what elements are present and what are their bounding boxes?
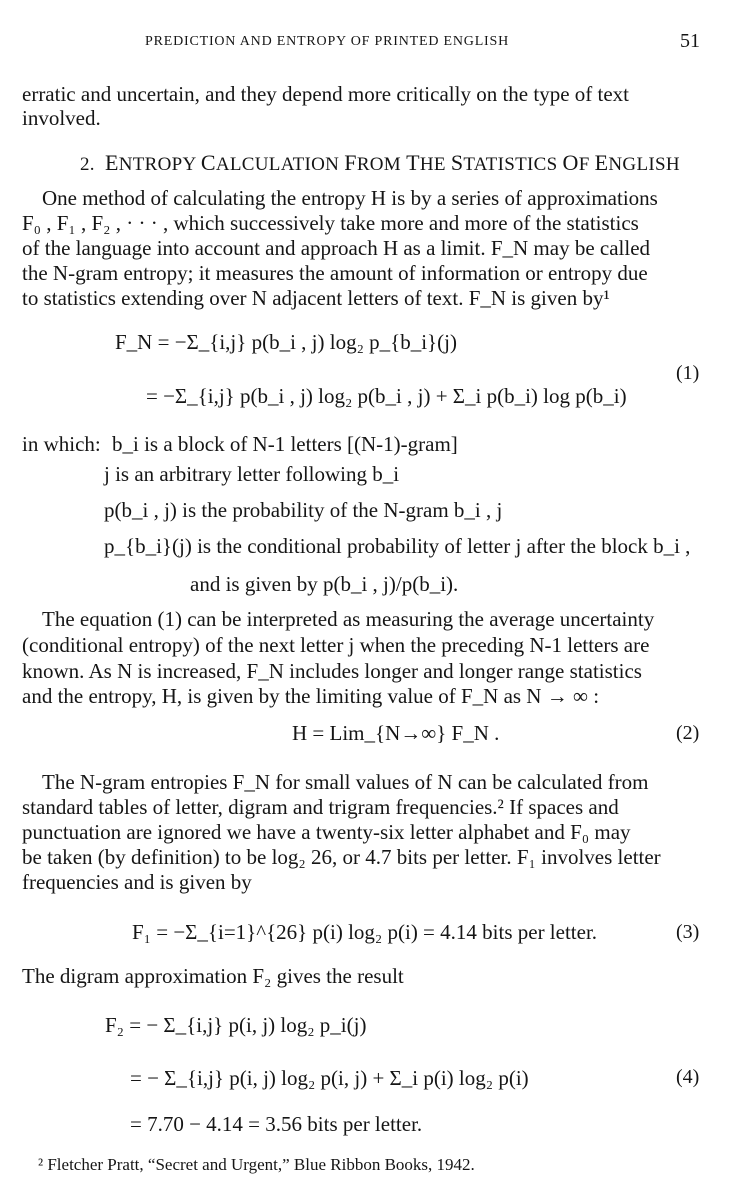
section-heading	[80, 150, 680, 176]
para1-line-1: One method of calculating the entropy H is by a series of approximations	[42, 186, 658, 210]
definitions-lead: in which:	[22, 432, 101, 456]
equation-4-number: (4)	[676, 1066, 700, 1088]
intro-line-1: erratic and uncertain, and they depend more critically on the type of text	[22, 82, 630, 106]
para3-line-4: be taken (by definition) to be log₂ 26, or 4.7 bits per letter. F₁ involves letter	[22, 845, 661, 869]
para2-line-3: known. As N is increased, F_N includes longer and longer range statistics	[22, 659, 642, 683]
equation-3: F₁ = −Σ_{i=1}^{26} p(i) log₂ p(i) = 4.14 bits per letter.	[132, 920, 598, 944]
section-word: OF	[562, 150, 590, 175]
section-word: FROM	[344, 150, 402, 175]
section-word: ENTROPY	[104, 150, 196, 175]
para3-line-3: punctuation are ignored we have a twenty-six letter alphabet and F₀ may	[22, 820, 631, 844]
definition-item-4: p_{b_i}(j) is the conditional probability of letter j after the block b_i ,	[104, 534, 691, 558]
para4-line: The digram approximation F₂ gives the result	[22, 964, 404, 988]
para2-line-2: (conditional entropy) of the next letter j when the preceding N-1 letters are	[22, 633, 650, 657]
para1-line-2: F₀ , F₁ , F₂ , · · · , which successively take more and more of the statistics	[22, 211, 639, 235]
running-title: PREDICTION AND ENTROPY OF PRINTED ENGLISH	[145, 34, 510, 49]
definition-item-5: and is given by p(b_i , j)/p(b_i).	[190, 572, 459, 596]
section-number: 2.	[80, 154, 95, 175]
para3-line-1: The N-gram entropies F_N for small values of N can be calculated from	[42, 770, 649, 794]
equation-1-line-2: = −Σ_{i,j} p(b_i , j) log₂ p(b_i , j) + Σ_i p(b_i) log p(b_i)	[146, 384, 627, 408]
equation-3-number: (3)	[676, 921, 700, 943]
para2-line-4: and the entropy, H, is given by the limiting value of F_N as N → ∞ :	[22, 684, 600, 708]
equation-4-line-3: = 7.70 − 4.14 = 3.56 bits per letter.	[130, 1112, 423, 1136]
section-word: ENGLISH	[594, 150, 680, 175]
para2-line-1: The equation (1) can be interpreted as measuring the average uncertainty	[42, 607, 655, 631]
intro-line-2: involved.	[22, 106, 101, 130]
para1-line-4: the N-gram entropy; it measures the amount of information or entropy due	[22, 261, 648, 285]
definition-item-3: p(b_i , j) is the probability of the N-gram b_i , j	[104, 498, 503, 522]
equation-4-line-1: F₂ = − Σ_{i,j} p(i, j) log₂ p_i(j)	[105, 1013, 367, 1037]
definition-item-1: b_i is a block of N-1 letters [(N-1)-gram]	[112, 432, 458, 456]
equation-2: H = Lim_{N→∞} F_N .	[292, 721, 500, 745]
equation-4-line-2: = − Σ_{i,j} p(i, j) log₂ p(i, j) + Σ_i p(i) log₂ p(i)	[130, 1066, 529, 1090]
section-word: THE	[406, 150, 446, 175]
para1-line-5: to statistics extending over N adjacent letters of text. F_N is given by¹	[22, 286, 610, 310]
para3-line-2: standard tables of letter, digram and trigram frequencies.² If spaces and	[22, 795, 619, 819]
equation-1-line-1: F_N = −Σ_{i,j} p(b_i , j) log₂ p_{b_i}(j)	[115, 330, 457, 354]
definition-item-2: j is an arbitrary letter following b_i	[104, 462, 400, 486]
section-word: CALCULATION	[200, 150, 340, 175]
section-word: STATISTICS	[450, 150, 558, 175]
equation-1-number: (1)	[676, 362, 700, 384]
footnote: ² Fletcher Pratt, “Secret and Urgent,” Blue Ribbon Books, 1942.	[38, 1155, 475, 1174]
para3-line-5: frequencies and is given by	[22, 870, 252, 894]
equation-2-number: (2)	[676, 722, 700, 744]
page-number: 51	[680, 30, 700, 52]
para1-line-3: of the language into account and approach H as a limit. F_N may be called	[22, 236, 651, 260]
